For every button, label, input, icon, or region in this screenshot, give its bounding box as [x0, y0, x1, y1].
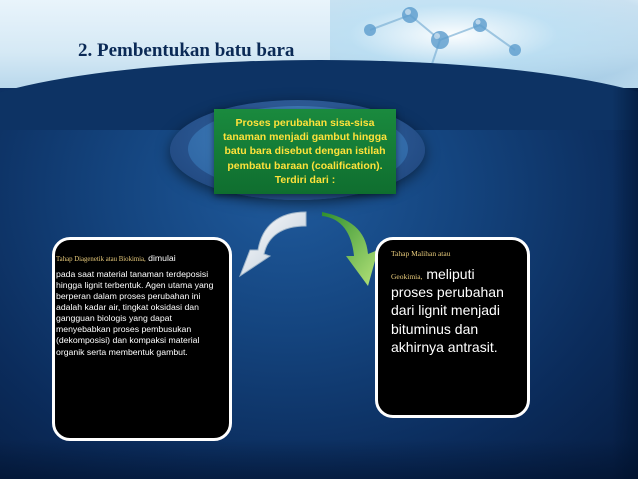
bottom-shade	[0, 439, 638, 479]
curved-arrow-icon	[318, 212, 382, 294]
right-card-lead-line2: Geokimia,	[391, 272, 423, 281]
left-card-text	[56, 253, 224, 358]
left-card-lead-tail: dimulai	[145, 253, 176, 263]
curved-arrow-icon	[228, 208, 310, 290]
slide-title: 2. Pembentukan batu bara	[78, 40, 295, 61]
center-text: Proses perubahan sisa-sisa tanaman menjadi gambut hingga batu bara disebut dengan istilah pembatu baraan (coalification). Terdiri dari :	[223, 117, 387, 186]
right-card-lead-tail: meliputi	[422, 266, 475, 282]
right-shade	[612, 88, 638, 479]
left-card-body: pada saat material tanaman terdeposisi hingga lignit terbentuk. Agen utama yang berperan dalam proses perubahan ini adalah kadar air, tingkat oksidasi dan gangguan biologis yang dapat menyebabkan proses pembusukan (dekomposisi) dan kompaksi material organik serta membentuk gambut.	[56, 268, 214, 357]
right-card-text	[391, 265, 525, 356]
right-card-body: proses perubahan dari lignit menjadi bituminus dan akhirnya antrasit.	[391, 284, 504, 355]
center-callout	[214, 109, 396, 194]
left-card-lead: Tahap Diagenetik atau Biokimia,	[56, 256, 146, 263]
right-card-lead-line1: Tahap Malihan atau	[391, 249, 451, 258]
